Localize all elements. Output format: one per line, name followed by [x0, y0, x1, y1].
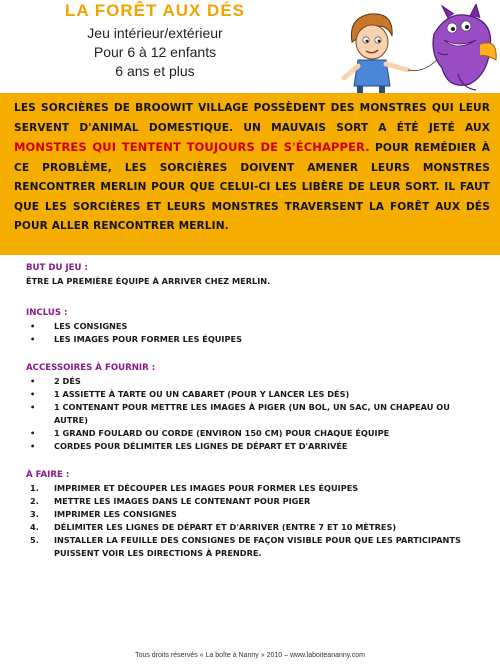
- goal-text: ÊTRE LA PREMIÈRE ÉQUIPE À ARRIVER CHEZ MERLIN.: [26, 276, 271, 286]
- boy-and-monster-illustration: [330, 4, 500, 94]
- subtitle-age: 6 ans et plus: [115, 63, 195, 79]
- list-item: • CORDES POUR DÉLIMITER LES LIGNES DE DÉPART ET D'ARRIVÉE: [30, 441, 348, 451]
- list-number: 2.: [30, 496, 39, 506]
- subtitle-game-type: Jeu intérieur/extérieur: [87, 25, 223, 41]
- bullet-icon: •: [30, 428, 36, 438]
- list-number: 3.: [30, 509, 39, 519]
- story-banner: [0, 93, 500, 255]
- story-text-part2: POUR REMÉDIER À CE PROBLÈME, LES SORCIÈRES DOIVENT AMENER LEURS MONSTRES RENCONTRER MERLIN POUR QUE CELUI-CI LES LIBÈRE DE LEUR SORT. IL FAUT QUE LES SORCIÈRES ET LEURS MONSTRES TRAVERSENT LA FORÊT AUX DÉS POUR ALLER RENCONTRER MERLIN.: [14, 142, 491, 232]
- bullet-icon: •: [30, 321, 36, 331]
- boy-illustration: [344, 14, 408, 94]
- list-item: 5. INSTALLER LA FEUILLE DES CONSIGNES DE FAÇON VISIBLE POUR QUE LES PARTICIPANTS PUISSENT VOIR LES DIRECTIONS À PRENDRE.: [30, 535, 461, 558]
- story-highlight: MONSTRES QUI TENTENT TOUJOURS DE S'ÉCHAPPER.: [14, 140, 370, 154]
- todo-section: [26, 469, 486, 560]
- bullet-icon: •: [30, 389, 36, 399]
- goal-title: BUT DU JEU :: [26, 263, 88, 273]
- instructions-content: [26, 262, 486, 560]
- copyright-footer: Tous droits réservés « La boîte à Nanny » 2010 – www.laboiteananny.com: [135, 652, 365, 659]
- list-item: 4. DÉLIMITER LES LIGNES DE DÉPART ET D'ARRIVER (ENTRE 7 ET 10 MÈTRES): [30, 522, 397, 532]
- story-text: [14, 99, 490, 237]
- list-number: 1.: [30, 483, 39, 493]
- included-section: [26, 307, 486, 346]
- list-item: • 1 ASSIETTE À TARTE OU UN CABARET (POUR Y LANCER LES DÉS): [30, 389, 350, 399]
- list-item: • 1 GRAND FOULARD OU CORDE (ENVIRON 150 CM) POUR CHAQUE ÉQUIPE: [30, 428, 390, 438]
- bullet-icon: •: [30, 402, 36, 412]
- accessories-section: [26, 362, 486, 453]
- list-item: 3. IMPRIMER LES CONSIGNES: [30, 509, 177, 519]
- header: [0, 0, 500, 92]
- list-item: 2. METTRE LES IMAGES DANS LE CONTENANT POUR PIGER: [30, 496, 311, 506]
- todo-title: À FAIRE :: [26, 470, 70, 480]
- list-number: 5.: [30, 535, 39, 545]
- list-item: • LES CONSIGNES: [30, 321, 128, 331]
- story-text-part1: LES SORCIÈRES DE BROOWIT VILLAGE POSSÈDENT DES MONSTRES QUI LEUR SERVENT D'ANIMAL DOMESTIQUE. UN MAUVAIS SORT A ÉTÉ JETÉ AUX: [14, 102, 490, 134]
- list-item: • 1 CONTENANT POUR METTRE LES IMAGES À PIGER (UN BOL, UN SAC, UN CHAPEAU OU AUTRE): [30, 402, 450, 425]
- included-title: INCLUS :: [26, 308, 68, 318]
- subtitle-players: Pour 6 à 12 enfants: [93, 44, 217, 60]
- list-number: 4.: [30, 522, 39, 532]
- bullet-icon: •: [30, 334, 36, 344]
- monster-illustration: [433, 4, 496, 90]
- list-item: • 2 DÉS: [30, 376, 81, 386]
- page-title: LA FORÊT AUX DÉS: [64, 1, 246, 20]
- bullet-icon: •: [30, 376, 36, 386]
- bullet-icon: •: [30, 441, 36, 451]
- accessories-title: ACCESSOIRES À FOURNIR :: [26, 363, 156, 373]
- goal-section: [26, 262, 486, 288]
- list-item: • LES IMAGES POUR FORMER LES ÉQUIPES: [30, 334, 242, 344]
- list-item: 1. IMPRIMER ET DÉCOUPER LES IMAGES POUR FORMER LES ÉQUIPES: [30, 483, 359, 493]
